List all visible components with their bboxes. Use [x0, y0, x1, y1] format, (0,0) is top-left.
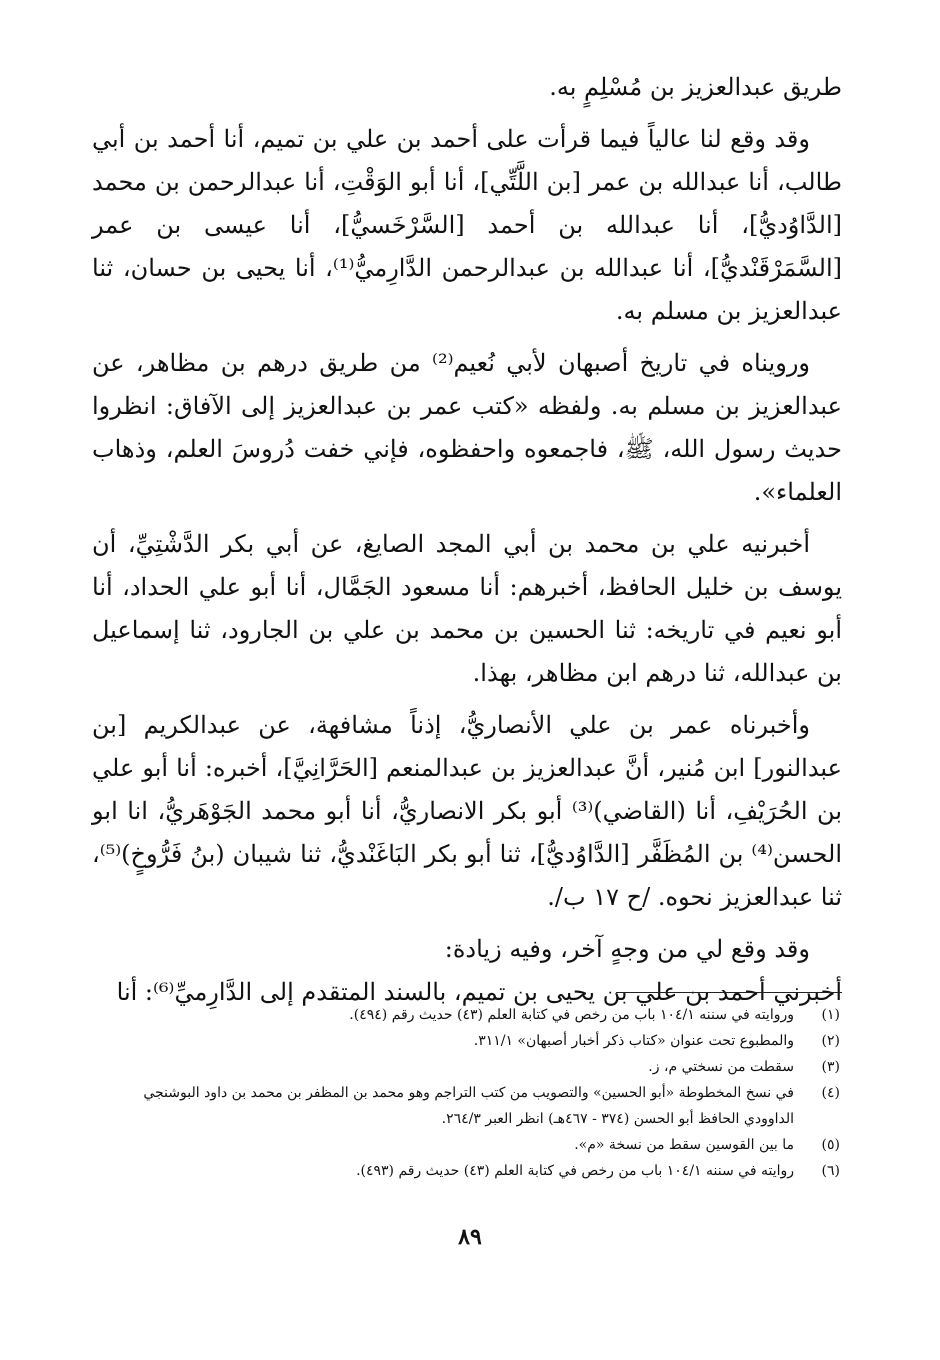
footnote-number: (٣): [821, 1059, 840, 1075]
paragraph-4: أخبرنيه علي بن محمد بن أبي المجد الصايغ، عن أبي بكر الدَّشْتِيِّ، أن يوسف بن خليل الحافظ، أخبرهم: أنا مسعود الجَمَّال، أنا أبو علي الحداد، أنا أبو نعيم في تاريخه: ثنا الحسين بن محمد بن علي بن الجارود، ثنا إسماعيل بن عبدالله، ثنا درهم ابن مظاهر، بهذا.: [92, 530, 842, 687]
footnote-4: [98, 1080, 840, 1132]
footnote-number: (١): [821, 1007, 840, 1023]
footnote-number: (٢): [821, 1033, 840, 1049]
footnote-text: وروايته في سننه ١٠٤/١ باب من رخص في كتابة العلم (٤٣) حديث رقم (٤٩٤).: [349, 1007, 794, 1023]
footnote-number: (٤): [821, 1085, 840, 1101]
paragraph-6: وقد وقع لي من وجهٍ آخر، وفيه زيادة:: [444, 935, 810, 963]
footnote-3: [98, 1054, 840, 1080]
footnote-1: [98, 1002, 840, 1028]
footnote-text: روايته في سننه ١٠٤/١ باب من رخص في كتابة العلم (٤٣) حديث رقم (٤٩٣).: [356, 1163, 794, 1179]
footnote-5: [98, 1132, 840, 1158]
footnote-divider: [616, 992, 842, 993]
paragraph-7: أخبرني أحمد بن علي بن يحيى بن تميم، بالسند المتقدم إلى الدَّارِميِّ⁽⁶⁾: أنا: [116, 978, 842, 1006]
footnote-text: والمطبوع تحت عنوان «كتاب ذكر أخبار أصبهان» ٣١١/١.: [473, 1033, 794, 1049]
paragraph-3: ورويناه في تاريخ أصبهان لأبي نُعيم⁽²⁾ من طريق درهم بن مظاهر، عن عبدالعزيز بن مسلم به. ولفظه «كتب عمر بن عبدالعزيز إلى الآفاق: انظروا حديث رسول الله، ﷺ، فاجمعوه واحفظوه، فإني خفت دُروسَ العلم، وذهاب العلماء».: [92, 349, 842, 506]
footnote-2: [98, 1028, 840, 1054]
paragraph-2: وقد وقع لنا عالياً فيما قرأت على أحمد بن علي بن تميم، أنا أحمد بن أبي طالب، أنا عبدالله بن عمر [بن اللَّتِّي]، أنا أبو الوَقْتِ، أنا عبدالرحمن بن محمد [الدَّاوُديُّ]، أنا عبدالله بن أحمد [السَّرْخَسيُّ]، أنا عيسى بن عمر [السَّمَرْقَنْديُّ]، أنا عبدالله بن عبدالرحمن الدَّارِميُّ⁽¹⁾، أنا يحيى بن حسان، ثنا عبدالعزيز بن مسلم به.: [92, 125, 843, 325]
footnotes-list: [98, 1002, 840, 1184]
footnote-text: ما بين القوسين سقط من نسخة «م».: [574, 1137, 794, 1153]
footnote-number: (٥): [821, 1137, 840, 1153]
footnote-6: [98, 1158, 840, 1184]
paragraph-1: طريق عبدالعزيز بن مُسْلِمٍ به.: [549, 73, 842, 101]
paragraph-5: وأخبرناه عمر بن علي الأنصاريُّ، إذناً مشافهة، عن عبدالكريم [بن عبدالنور] ابن مُنير، أنَّ عبدالعزيز بن عبدالمنعم [الحَرَّانِيَّ]، أخبره: أنا أبو علي بن الحُرَيْفِ، أنا (القاضي)⁽³⁾ أبو بكر الانصاريُّ، أنا أبو محمد الجَوْهَريُّ، انا ابو الحسن⁽⁴⁾ بن المُظَفَّر [الدَّاوُديُّ]، ثنا أبو بكر البَاغَنْديُّ، ثنا شيبان (بنُ فَرُّوخٍ)⁽⁵⁾، ثنا عبدالعزيز نحوه. /ح ١٧ ب/.: [92, 711, 842, 911]
main-text: [92, 66, 842, 1023]
footnote-text: في نسخ المخطوطة «أبو الحسين» والتصويب من كتب التراجم وهو محمد بن المظفر بن محمد بن داود البوشنجي الداوودي الحافظ أبو الحسن (٣٧٤ - ٤٦٧هـ) انظر العبر ٢٦٤/٣.: [143, 1085, 794, 1127]
page-number: ٨٩: [458, 1224, 482, 1250]
footnote-number: (٦): [821, 1163, 840, 1179]
footnote-text: سقطت من نسختي م، ز.: [648, 1059, 794, 1075]
